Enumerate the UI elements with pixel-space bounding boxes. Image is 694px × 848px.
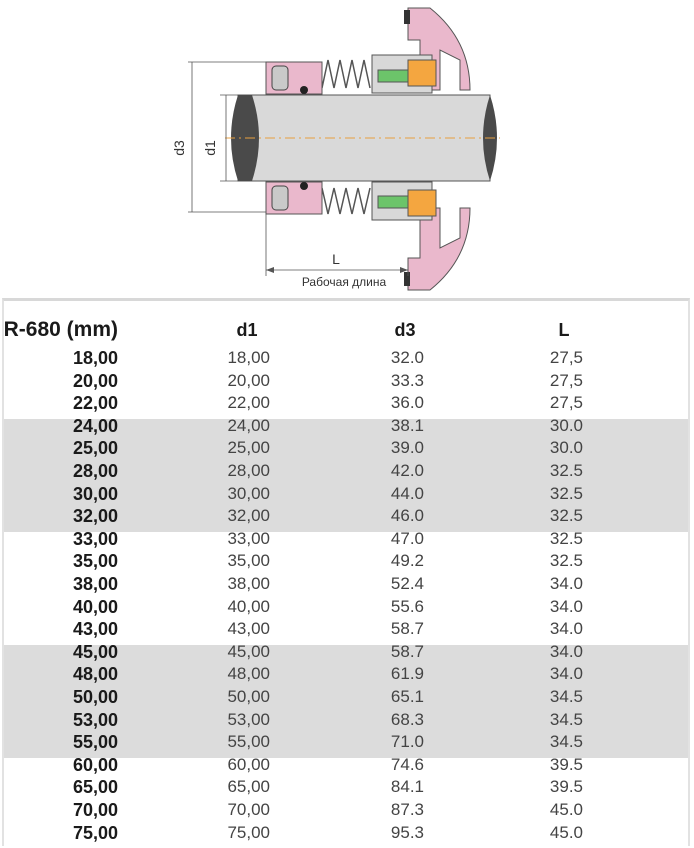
header-d1: d1 (236, 320, 258, 340)
cell-l: 39.5 (549, 754, 583, 774)
cell-l: 34.0 (549, 574, 583, 593)
label-d1: d1 (202, 140, 218, 156)
cell-l: 34.5 (549, 687, 583, 706)
table-row (4, 596, 688, 619)
cell-model: 32,00 (72, 506, 118, 527)
cell-d3: 32.0 (390, 348, 424, 367)
cell-d3: 52.4 (390, 574, 424, 593)
cell-model: 35,00 (72, 551, 118, 572)
cell-d1: 24,00 (227, 415, 270, 435)
cell-d3: 58.7 (390, 619, 424, 639)
dimensions-table (2, 298, 690, 846)
cell-l: 34.5 (549, 709, 583, 729)
label-l: L (332, 251, 340, 267)
table-row (4, 505, 688, 528)
cell-d3: 38.1 (390, 415, 424, 435)
cell-d3: 71.0 (390, 732, 424, 752)
cell-l: 32.5 (549, 461, 583, 480)
cell-d1: 43,00 (227, 619, 270, 639)
table-row (4, 686, 688, 709)
table-row (4, 709, 688, 732)
cell-d1: 35,00 (227, 551, 270, 571)
cell-model: 65,00 (72, 777, 118, 798)
cell-d3: 61.9 (390, 664, 424, 684)
table-row (4, 663, 688, 686)
cell-l: 45.0 (549, 800, 583, 819)
cell-model: 25,00 (72, 438, 118, 459)
cell-l: 45.0 (549, 822, 583, 842)
cell-d3: 84.1 (390, 777, 424, 797)
header-d3: d3 (394, 320, 416, 340)
cell-d1: 18,00 (227, 348, 270, 367)
cell-l: 34.0 (549, 596, 583, 616)
table-row (4, 392, 688, 415)
table-row (4, 822, 688, 845)
cell-l: 32.5 (549, 506, 583, 526)
cell-model: 48,00 (72, 664, 118, 685)
table-row (4, 550, 688, 573)
cell-d1: 50,00 (227, 687, 270, 706)
cell-d3: 65.1 (390, 687, 424, 706)
cell-d1: 60,00 (227, 754, 270, 774)
cell-d1: 70,00 (227, 800, 270, 819)
cell-model: 45,00 (72, 641, 118, 662)
cell-model: 55,00 (72, 732, 118, 753)
cell-l: 34.0 (549, 664, 583, 684)
cell-d3: 49.2 (390, 551, 424, 571)
cell-model: 60,00 (72, 754, 118, 775)
table-row (4, 731, 688, 754)
cell-model: 30,00 (72, 483, 118, 504)
label-d3: d3 (171, 140, 187, 156)
cell-l: 27,5 (549, 370, 583, 390)
cell-l: 27,5 (549, 348, 583, 367)
cell-d3: 47.0 (390, 528, 424, 548)
cell-d3: 68.3 (390, 709, 424, 729)
header-l: L (558, 320, 570, 340)
cell-model: 75,00 (72, 822, 118, 843)
cell-d3: 42.0 (390, 461, 424, 480)
table-row (4, 347, 688, 370)
cell-d1: 20,00 (227, 370, 270, 390)
cell-l: 30.0 (549, 438, 583, 458)
cell-d3: 74.6 (390, 754, 424, 774)
cell-d3: 95.3 (390, 822, 424, 842)
table-row (4, 437, 688, 460)
cell-model: 70,00 (72, 800, 118, 820)
cell-model: 53,00 (72, 709, 118, 730)
cell-d1: 25,00 (227, 438, 270, 458)
cell-d1: 48,00 (227, 664, 270, 684)
cell-l: 32.5 (549, 551, 583, 571)
cell-d3: 39.0 (390, 438, 424, 458)
cell-l: 39.5 (549, 777, 583, 797)
cell-d1: 65,00 (227, 777, 270, 797)
table-row (4, 415, 688, 438)
caption-working-length: Рабочая длина (301, 275, 387, 289)
table-row (4, 460, 688, 483)
cell-d1: 28,00 (227, 461, 270, 480)
cell-l: 30.0 (549, 415, 583, 435)
cell-d1: 40,00 (227, 596, 270, 616)
table-row (4, 641, 688, 664)
cell-l: 34.0 (549, 641, 583, 661)
cell-d3: 33.3 (390, 370, 424, 390)
cell-d1: 33,00 (227, 528, 270, 548)
cell-model: 50,00 (72, 687, 118, 707)
cell-l: 34.0 (549, 619, 583, 639)
table-row (4, 618, 688, 641)
cell-d3: 44.0 (390, 483, 424, 503)
cell-model: 43,00 (72, 619, 118, 640)
cell-d1: 45,00 (227, 641, 270, 661)
cell-l: 32.5 (549, 528, 583, 548)
cell-d1: 53,00 (227, 709, 270, 729)
cell-d3: 55.6 (390, 596, 424, 616)
cell-l: 27,5 (549, 393, 583, 413)
cell-d1: 22,00 (227, 393, 270, 413)
cell-model: 33,00 (72, 528, 118, 549)
table-row (4, 483, 688, 506)
cell-d3: 46.0 (390, 506, 424, 526)
cell-d1: 30,00 (227, 483, 270, 503)
table-row (4, 776, 688, 799)
cell-d1: 75,00 (227, 822, 270, 842)
cell-model: 24,00 (72, 415, 118, 436)
cell-model: 28,00 (72, 461, 118, 481)
cell-d1: 32,00 (227, 506, 270, 526)
cell-model: 40,00 (72, 596, 118, 617)
table-row (4, 528, 688, 551)
cell-model: 38,00 (72, 574, 118, 594)
cell-model: 18,00 (72, 348, 118, 368)
cell-d3: 58.7 (390, 641, 424, 661)
cell-l: 34.5 (549, 732, 583, 752)
header-model: R-680 (mm) (3, 318, 118, 341)
cell-model: 20,00 (72, 370, 118, 391)
cell-d1: 55,00 (227, 732, 270, 752)
cell-d3: 87.3 (390, 800, 424, 819)
cell-d1: 38,00 (227, 574, 270, 593)
seal-drawing (0, 0, 694, 298)
cell-l: 32.5 (549, 483, 583, 503)
cell-d3: 36.0 (390, 393, 424, 413)
table-row (4, 573, 688, 596)
table-row (4, 370, 688, 393)
cell-model: 22,00 (72, 393, 118, 414)
table-row (4, 799, 688, 822)
table-row (4, 754, 688, 777)
